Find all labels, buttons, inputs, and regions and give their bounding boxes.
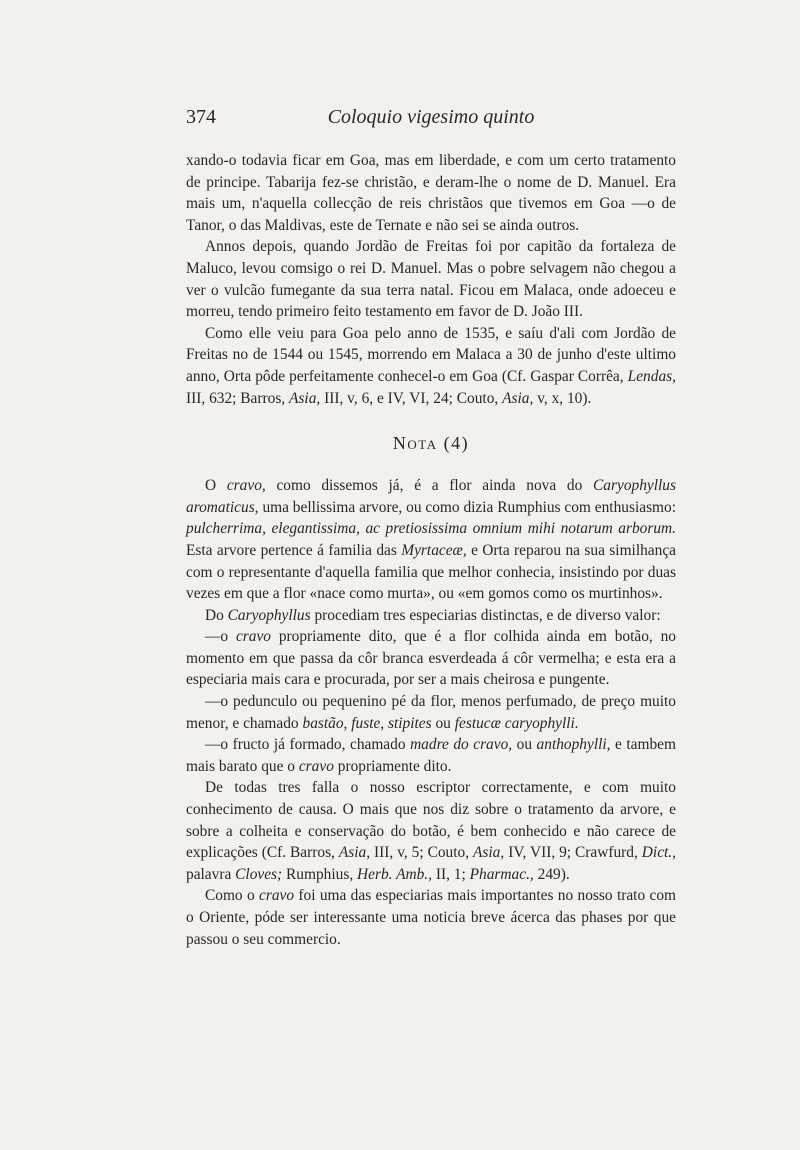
paragraph: —o cravo propriamente dito, que é a flor colhida ainda em botão, no momento em que passa da côr branca esverdeada á côr vermelha; e esta era a especiaria mais cara e procurada, por ser a mais cheirosa e pungente. xyxy=(186,628,676,689)
paragraph: xando-o todavia ficar em Goa, mas em liberdade, e com um certo tratamento de principe. Tabarija fez-se christão, e deram-lhe o nome de D. Manuel. Era mais um, n'aquella collecção de reis christãos que tivemos em Goa —o de Tanor, o das Maldivas, este de Ternate e não sei se ainda outros. xyxy=(186,152,676,234)
page-number: 374 xyxy=(186,106,216,128)
paragraph: Annos depois, quando Jordão de Freitas foi por capitão da fortaleza de Maluco, levou comsigo o rei D. Manuel. Mas o pobre selvagem não chegou a ver o vulcão fumegante da sua terra natal. Ficou em Malaca, onde adoeceu e morreu, tendo primeiro feito testamento em favor de D. João III. xyxy=(186,238,676,321)
paragraph: O cravo, como dissemos já, é a flor ainda nova do Caryophyllus aromaticus, uma bellissima arvore, ou como dizia Rumphius com enthusiasmo: pulcherrima, elegantissima, ac pretiosissima omnium mihi notarum arborum. Esta arvore pertence á familia das Myrtaceæ, e Orta reparou na sua similhança com o representante d'aquella familia que melhor conhecia, insistindo por duas vezes em que a flor «nace como murta», ou «em gomos como os murtinhos». xyxy=(186,477,676,603)
paragraph: Como o cravo foi uma das especiarias mais importantes no nosso trato com o Oriente, póde ser interessante uma noticia breve ácerca das phases por que passou o seu commercio. xyxy=(186,887,676,948)
paragraph: —o fructo já formado, chamado madre do cravo, ou anthophylli, e tambem mais barato que o cravo propriamente dito. xyxy=(186,736,676,775)
paragraph: —o pedunculo ou pequenino pé da flor, menos perfumado, de preço muito menor, e chamado bastão, fuste, stipites ou festucæ caryophylli. xyxy=(186,693,676,732)
text-block xyxy=(186,150,676,950)
paragraph: Do Caryophyllus procediam tres especiarias distinctas, e de diverso valor: xyxy=(205,606,661,624)
paragraph: De todas tres falla o nosso escriptor correctamente, e com muito conhecimento de causa. O mais que nos diz sobre o tratamento da arvore, e sobre a colheita e conservação do botão, é bem conhecido e não carece de explicações (Cf. Barros, Asia, III, v, 5; Couto, Asia, IV, VII, 9; Crawfurd, Dict., palavra Cloves; Rumphius, Herb. Amb., II, 1; Pharmac., 249). xyxy=(186,779,676,883)
running-title: Coloquio vigesimo quinto xyxy=(327,106,535,128)
paragraph: Como elle veiu para Goa pelo anno de 1535, e saíu d'ali com Jordão de Freitas no de 1544 ou 1545, morrendo em Malaca a 30 de junho d'este ultimo anno, Orta pôde perfeitamente conhecel-o em Goa (Cf. Gaspar Corrêa, Lendas, III, 632; Barros, Asia, III, v, 6, e IV, VI, 24; Couto, Asia, v, x, 10). xyxy=(186,324,676,407)
note-heading: Nota (4) xyxy=(392,433,470,454)
running-head xyxy=(186,106,676,136)
